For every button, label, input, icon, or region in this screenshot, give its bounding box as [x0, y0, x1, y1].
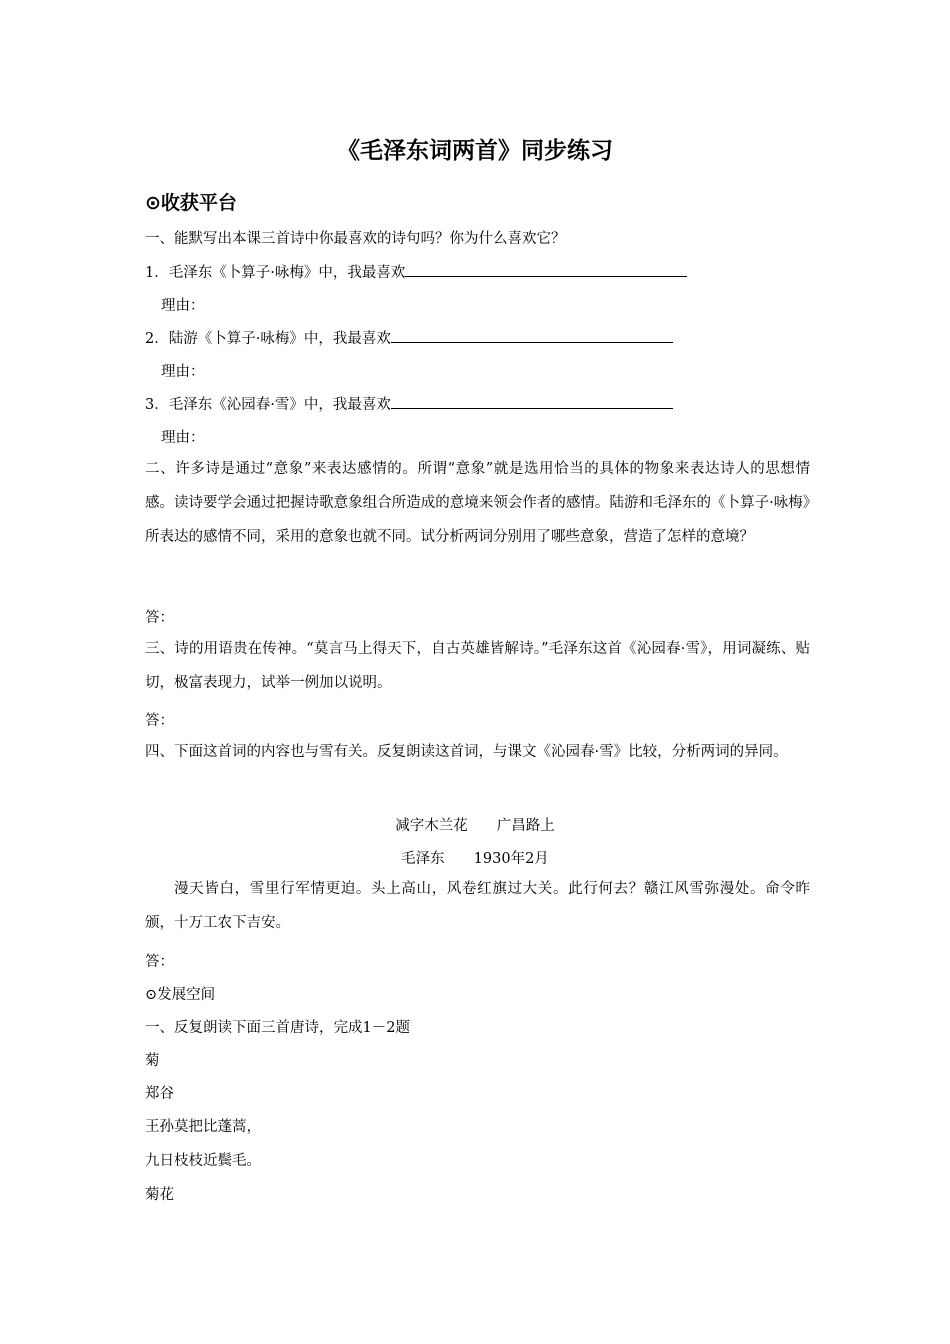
question-2-text: 二、许多诗是通过“意象”来表达感情的。所谓“意象”就是选用恰当的具体的物象来表达诗人的思想情感。读诗要学会通过把握诗歌意象组合所造成的意境来领会作者的感情。陆游和毛泽东的《卜算子·咏梅》所表达的感情不同，采用的意象也就不同。试分析两词分别用了哪些意象，营造了怎样的意境？ [145, 461, 810, 545]
section-heading-harvest: ⊙收获平台 [145, 192, 237, 214]
question-4-answer: 答： [145, 954, 174, 970]
section-2-prompt: 一、反复朗读下面三首唐诗，完成1－2题 [145, 1020, 410, 1036]
reason-label-3: 理由： [161, 430, 205, 446]
page-title: 《毛泽东词两首》同步练习 [337, 138, 613, 164]
poem-name: 菊 [145, 1053, 160, 1069]
answer-blank-2[interactable] [391, 328, 673, 343]
question-1-prompt: 一、能默写出本课三首诗中你最喜欢的诗句吗？你为什么喜欢它？ [145, 231, 566, 247]
question-4-text: 四、下面这首词的内容也与雪有关。反复朗读这首词，与课文《沁园春·雪》比较，分析两词的异同。 [145, 744, 788, 760]
item-3-text: 3．毛泽东《沁园春·雪》中，我最喜欢 [145, 397, 391, 413]
item-2-text: 2．陆游《卜算子·咏梅》中，我最喜欢 [145, 331, 391, 347]
question-1-item-1 [145, 261, 687, 282]
answer-blank-1[interactable] [405, 262, 687, 277]
item-1-text: 1．毛泽东《卜算子·咏梅》中，我最喜欢 [145, 265, 406, 281]
poem-body: 漫天皆白，雪里行军情更迫。头上高山，风卷红旗过大关。此行何去？赣江风雪弥漫处。命令昨颁，十万工农下吉安。 [145, 881, 810, 931]
question-1-item-2 [145, 327, 673, 348]
next-poem-name: 菊花 [145, 1187, 174, 1203]
question-3-text: 三、诗的用语贵在传神。“莫言马上得天下，自古英雄皆解诗。”毛泽东这首《沁园春·雪》，用词凝练、贴切，极富表现力，试举一例加以说明。 [145, 641, 810, 691]
poem-line-1: 王孙莫把比蓬蒿， [145, 1119, 261, 1135]
question-2-answer: 答： [145, 610, 174, 626]
poem-line-2: 九日枝枝近鬓毛。 [145, 1153, 261, 1169]
question-1-item-3 [145, 393, 673, 414]
reason-label-2: 理由： [161, 364, 205, 380]
poem-title: 减字木兰花 广昌路上 [395, 818, 555, 834]
section-heading-development: ⊙发展空间 [145, 987, 216, 1003]
answer-blank-3[interactable] [391, 394, 673, 409]
poem-author: 毛泽东 1930年2月 [401, 851, 549, 867]
reason-label-1: 理由： [161, 298, 205, 314]
poet-name: 郑谷 [145, 1086, 174, 1102]
question-3-answer: 答： [145, 713, 174, 729]
